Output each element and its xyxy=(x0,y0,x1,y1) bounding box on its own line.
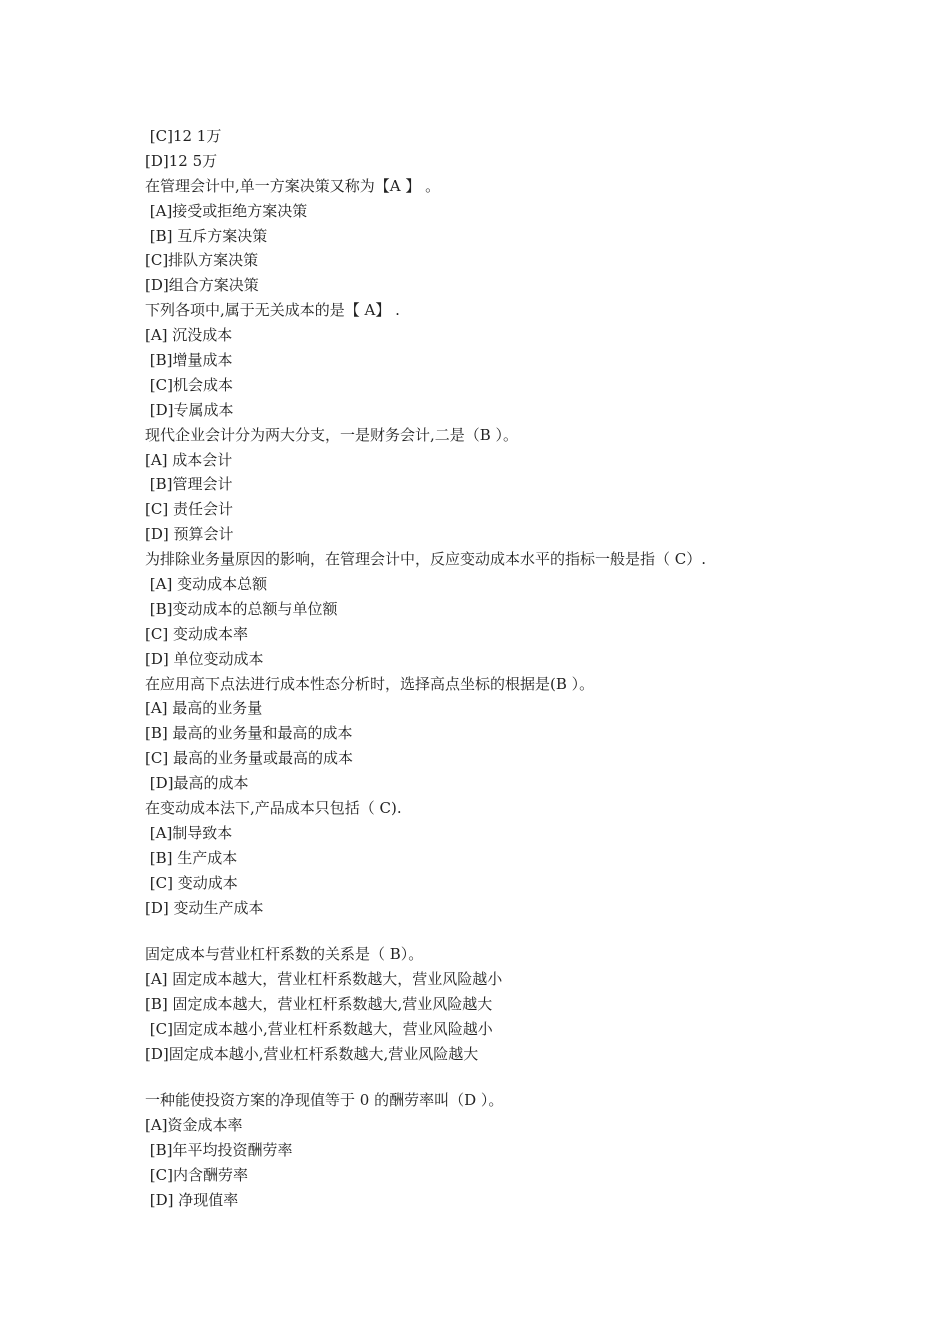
question-line: 在管理会计中,单一方案决策又称为【A 】 。 xyxy=(145,176,441,195)
option-line: [A] 成本会计 xyxy=(145,450,233,469)
option-line: [B] 互斥方案决策 xyxy=(145,226,268,245)
option-line: [A]制导致本 xyxy=(145,823,233,842)
question-line: 现代企业会计分为两大分支，一是财务会计,二是（B ）。 xyxy=(145,425,519,444)
option-line: [B]增量成本 xyxy=(145,351,233,370)
option-line: [A] 固定成本越大，营业杠杆系数越大，营业风险越小 xyxy=(145,969,503,988)
option-line: [C]12 1万 xyxy=(145,127,222,145)
option-line: [D] 预算会计 xyxy=(145,525,234,544)
option-line: [B]年平均投资酬劳率 xyxy=(145,1140,293,1159)
option-line: [D]专属成本 xyxy=(145,400,234,419)
question-list xyxy=(145,124,845,1213)
question-line: 在应用高下点法进行成本性态分析时，选择高点坐标的根据是(B ）。 xyxy=(145,674,595,693)
question-line: 下列各项中,属于无关成本的是【 A】 . xyxy=(145,301,400,320)
option-line: [C] 最高的业务量或最高的成本 xyxy=(145,749,353,768)
option-line: [C] 变动成本率 xyxy=(145,624,248,643)
option-line: [C]排队方案决策 xyxy=(145,251,259,270)
option-line: [D] 单位变动成本 xyxy=(145,649,264,668)
option-line: [D]12 5万 xyxy=(145,151,218,170)
option-line: [C]固定成本越小,营业杠杆系数越大，营业风险越小 xyxy=(145,1019,493,1038)
option-line: [A] 变动成本总额 xyxy=(145,575,268,594)
option-line: [B] 生产成本 xyxy=(145,848,238,867)
option-line: [B]变动成本的总额与单位额 xyxy=(145,599,338,618)
option-line: [A] 沉没成本 xyxy=(145,326,233,345)
option-line: [D]最高的成本 xyxy=(145,774,249,793)
option-line: [C] 责任会计 xyxy=(145,500,233,519)
option-line: [B] 最高的业务量和最高的成本 xyxy=(145,724,353,743)
option-line: [C]内含酬劳率 xyxy=(145,1165,248,1184)
option-line: [C]机会成本 xyxy=(145,375,233,394)
question-line: 为排除业务量原因的影响，在管理会计中，反应变动成本水平的指标一般是指（ C）. xyxy=(145,550,707,569)
question-line: 一种能使投资方案的净现值等于 0 的酬劳率叫（D ）。 xyxy=(145,1091,504,1110)
option-line: [D]组合方案决策 xyxy=(145,276,259,295)
option-line: [A] 最高的业务量 xyxy=(145,699,263,718)
option-line: [D]固定成本越小,营业杠杆系数越大,营业风险越大 xyxy=(145,1044,479,1063)
paragraph-gap xyxy=(145,1067,845,1089)
option-line: [B] 固定成本越大，营业杠杆系数越大,营业风险越大 xyxy=(145,994,493,1013)
question-line: 在变动成本法下,产品成本只包括（ C). xyxy=(145,799,402,818)
question-line: 固定成本与营业杠杆系数的关系是（ B）。 xyxy=(145,945,424,964)
option-line: [A]接受或拒绝方案决策 xyxy=(145,201,308,220)
option-line: [B]管理会计 xyxy=(145,475,233,494)
paragraph-gap xyxy=(145,921,845,943)
option-line: [A]资金成本率 xyxy=(145,1116,243,1135)
option-line: [D] 变动生产成本 xyxy=(145,898,264,917)
option-line: [C] 变动成本 xyxy=(145,873,238,892)
option-line: [D] 净现值率 xyxy=(145,1190,239,1209)
